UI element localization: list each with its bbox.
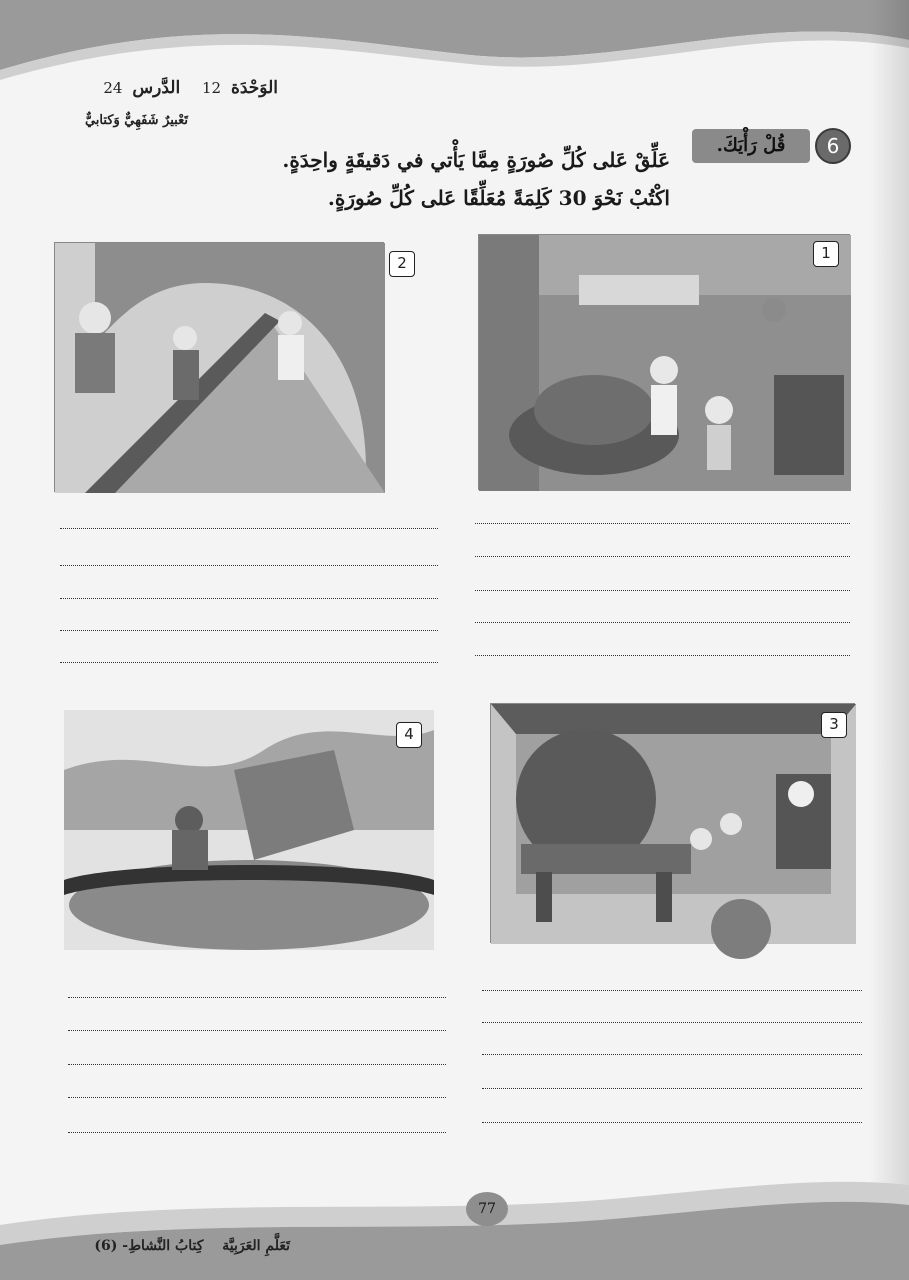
page-edge-shadow: [869, 0, 909, 1280]
picture-1: [478, 234, 850, 490]
writing-line[interactable]: [475, 622, 850, 623]
writing-line[interactable]: [482, 1054, 862, 1055]
writing-line[interactable]: [68, 1097, 446, 1098]
page-number: 77: [466, 1192, 508, 1226]
writing-line[interactable]: [475, 523, 850, 524]
writing-line[interactable]: [60, 662, 438, 663]
writing-line[interactable]: [475, 556, 850, 557]
writing-line[interactable]: [482, 990, 862, 991]
writing-line[interactable]: [475, 655, 850, 656]
instruction-line-2: اكْتُبْ نَحْوَ 30 كَلِمَةً مُعَلِّقًا عَلى كُلِّ صُورَةٍ.: [327, 186, 670, 210]
picture-number-1: 1: [813, 241, 839, 267]
footer-book-info: [60, 1238, 290, 1254]
picture-number-2: 2: [389, 251, 415, 277]
unit-label: الوَحْدَة: [230, 78, 278, 98]
unit-lesson-heading: [48, 78, 278, 98]
writing-line[interactable]: [68, 997, 446, 998]
picture-4: [64, 710, 434, 950]
writing-line[interactable]: [60, 598, 438, 599]
writing-line[interactable]: [68, 1132, 446, 1133]
instruction-line-1: عَلِّقْ عَلى كُلِّ صُورَةٍ مِمَّا يَأْتي في دَقيقَةٍ واحِدَةٍ.: [282, 148, 670, 172]
writing-line[interactable]: [60, 528, 438, 529]
book-part: كِتابُ النَّشاطِ- (6): [94, 1238, 204, 1254]
picture-number-3: 3: [821, 712, 847, 738]
unit-number: 12: [201, 79, 222, 97]
picture-1-illustration: [479, 235, 851, 491]
picture-2: [54, 242, 407, 492]
picture-3-illustration: [491, 704, 856, 944]
footer-wave-band: [0, 1165, 909, 1280]
picture-number-4: 4: [396, 722, 422, 748]
picture-2-illustration: [55, 243, 385, 493]
book-title: تَعَلَّمِ العَرَبِيَّة: [222, 1238, 290, 1254]
writing-line[interactable]: [475, 590, 850, 591]
exercise-tag: قُلْ رَأْيَكَ.: [692, 129, 810, 163]
writing-line[interactable]: [482, 1122, 862, 1123]
lesson-number: 24: [103, 79, 123, 97]
writing-line[interactable]: [60, 630, 438, 631]
writing-line[interactable]: [68, 1030, 446, 1031]
exercise-number: 6: [815, 128, 851, 164]
writing-line[interactable]: [68, 1064, 446, 1065]
picture-3: [490, 703, 855, 943]
picture-4-illustration: [64, 710, 434, 950]
writing-line[interactable]: [60, 565, 438, 566]
writing-line[interactable]: [482, 1022, 862, 1023]
lesson-label: الدَّرس: [132, 78, 181, 98]
writing-line[interactable]: [482, 1088, 862, 1089]
lesson-subtitle: تَعْبيرٌ شَفَهِيٌّ وَكتابيٌّ: [84, 113, 188, 128]
